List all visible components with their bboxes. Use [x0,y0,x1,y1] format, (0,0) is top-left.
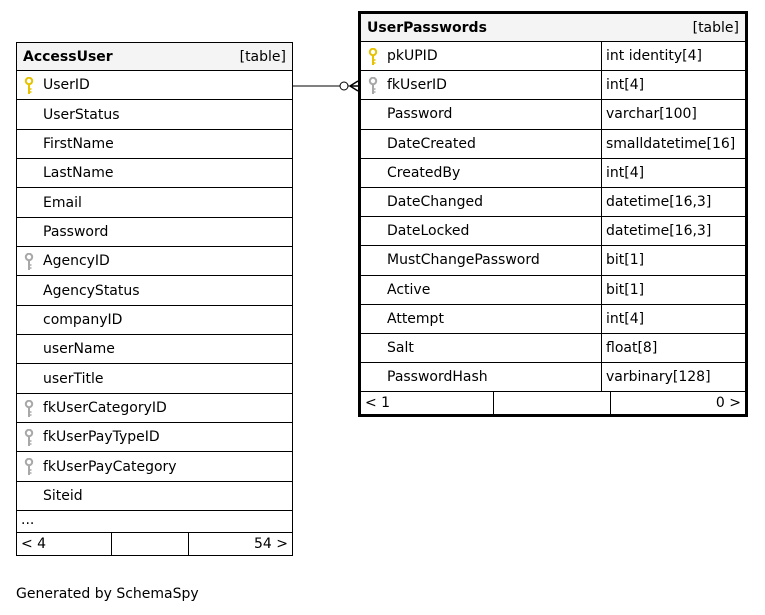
column-name: fkUserPayCategory [17,452,292,480]
column-row[interactable] [17,482,292,511]
primary-key-icon [24,77,34,95]
column-row[interactable] [17,306,292,335]
column-row[interactable] [17,71,292,100]
table-user-passwords[interactable] [358,11,748,417]
table-access-user[interactable] [16,42,293,556]
column-name: userTitle [43,370,104,387]
column-name: DateLocked [387,223,470,240]
column-row[interactable] [361,246,745,275]
children-count[interactable]: 54 > [254,536,288,553]
column-row[interactable] [361,305,745,334]
column-row[interactable] [17,247,292,276]
column-row[interactable] [361,42,745,71]
table-footer [17,533,292,555]
column-row[interactable] [17,100,292,129]
column-name: MustChangePassword [387,252,540,269]
column-row[interactable] [361,217,745,246]
column-row[interactable] [17,423,292,452]
footer-middle [112,533,189,555]
column-row[interactable] [361,100,745,129]
column-row[interactable] [361,334,745,363]
column-type: int[4] [601,159,745,187]
column-type: float[8] [601,334,745,362]
generated-by-label: Generated by SchemaSpy [16,586,199,602]
column-row[interactable] [17,159,292,188]
foreign-key-icon [24,253,34,271]
column-type: bit[1] [601,276,745,304]
table-header [361,14,745,42]
column-name: UserStatus [43,106,120,123]
column-row[interactable] [17,276,292,305]
column-name: fkUserCategoryID [17,394,292,422]
column-name: Password [387,106,453,123]
table-kind: [table] [239,48,286,65]
column-row[interactable] [17,218,292,247]
column-name: Email [43,194,82,211]
column-type: int identity[4] [601,42,745,70]
column-name: companyID [43,311,123,328]
footer-middle [494,392,611,414]
foreign-key-icon [368,77,378,95]
primary-key-icon [368,48,378,66]
column-row[interactable] [361,363,745,392]
column-type: varchar[100] [601,100,745,128]
column-name: userName [43,341,115,358]
column-name: AgencyID [17,247,292,275]
column-name: pkUPID [361,42,601,70]
crow-foot-icon [350,81,358,91]
column-name: UserID [17,71,292,99]
column-row[interactable] [17,452,292,481]
parents-count[interactable]: < 1 [361,392,494,414]
column-row[interactable] [17,335,292,364]
column-name: fkUserID [361,71,601,99]
column-name: FirstName [43,135,114,152]
column-name: Active [387,281,431,298]
table-name: UserPasswords [367,19,487,36]
column-name: DateCreated [387,135,476,152]
column-row[interactable] [361,188,745,217]
column-row[interactable] [361,276,745,305]
foreign-key-icon [24,400,34,418]
column-name: LastName [43,165,114,182]
table-footer [361,392,745,414]
table-name: AccessUser [23,48,113,65]
column-type: varbinary[128] [601,363,745,391]
column-row[interactable] [17,364,292,393]
children-count[interactable]: 0 > [715,395,741,412]
column-row[interactable] [17,130,292,159]
foreign-key-icon [24,429,34,447]
column-name: Password [43,223,109,240]
optional-circle-icon [340,82,348,90]
column-name: AgencyStatus [43,282,140,299]
column-type: int[4] [601,71,745,99]
column-row[interactable] [361,159,745,188]
more-columns-indicator: ... [17,511,292,533]
column-name: CreatedBy [387,164,461,181]
column-type: datetime[16,3] [601,217,745,245]
column-row[interactable] [361,130,745,159]
column-name: DateChanged [387,194,483,211]
column-type: int[4] [601,305,745,333]
column-name: PasswordHash [387,369,488,386]
column-name: Attempt [387,310,444,327]
column-name: fkUserPayTypeID [17,423,292,451]
column-row[interactable] [17,394,292,423]
column-type: smalldatetime[16] [601,130,745,158]
foreign-key-icon [24,458,34,476]
parents-count[interactable]: < 4 [17,533,112,555]
table-kind: [table] [692,19,739,36]
column-type: bit[1] [601,246,745,274]
column-row[interactable] [17,188,292,217]
table-header [17,43,292,71]
column-row[interactable] [361,71,745,100]
column-name: Salt [387,339,414,356]
column-name: Siteid [43,487,83,504]
column-type: datetime[16,3] [601,188,745,216]
